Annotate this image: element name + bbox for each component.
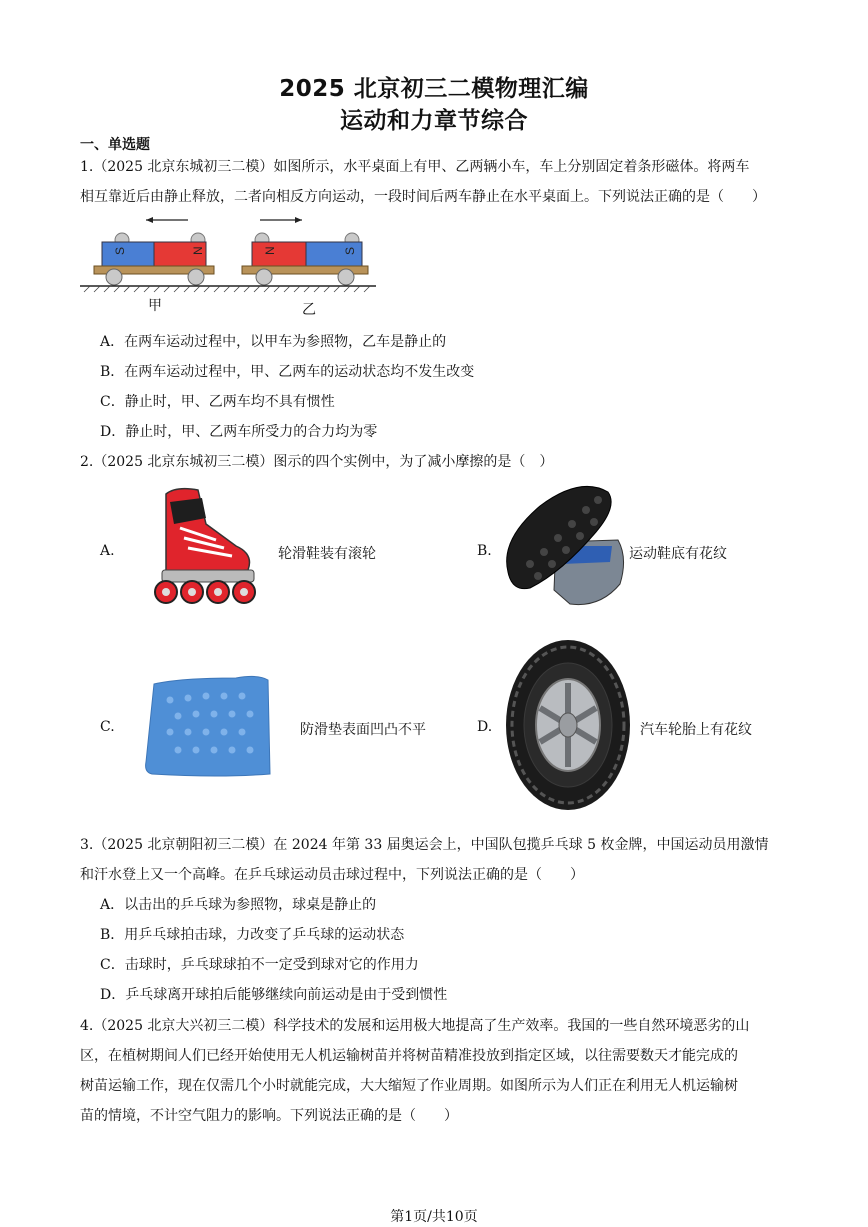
q4-stem-line1: 4.（2025 北京大兴初三二模）科学技术的发展和运用极大地提高了生产效率。我国的一些自然环境恶劣的山 [80, 1018, 750, 1034]
doc-title-line1: 2025 北京初三二模物理汇编 [279, 76, 589, 102]
sneaker-sole-icon [500, 480, 628, 610]
q2-stem: 2.（2025 北京东城初三二模）图示的四个实例中，为了减小摩擦的是（ ） [80, 454, 554, 470]
q1-option-b: B．在两车运动过程中，甲、乙两车的运动状态均不发生改变 [100, 364, 475, 380]
cart-yi [242, 233, 368, 285]
cart-jia-label: 甲 [148, 298, 162, 314]
q3-option-b: B．用乒乓球拍击球，力改变了乒乓球的运动状态 [100, 927, 405, 943]
q4-stem-line4: 苗的情境，不计空气阻力的影响。下列说法正确的是（ ） [80, 1108, 458, 1124]
car-tire-icon [502, 638, 632, 812]
q1-stem-line1: 1.（2025 北京东城初三二模）如图所示，水平桌面上有甲、乙两辆小车，车上分别固定着条形磁体。将两车 [80, 159, 750, 175]
q2-choice-c-letter: C. [100, 719, 115, 735]
q2-choice-b-caption: 运动鞋底有花纹 [629, 546, 727, 562]
section-title: 一、单选题 [80, 137, 150, 153]
anti-slip-mat-icon [140, 670, 272, 780]
q3-stem-line1: 3.（2025 北京朝阳初三二模）在 2024 年第 33 届奥运会上，中国队包揽乒乓球 5 枚金牌，中国运动员用激情 [80, 837, 769, 853]
q1-stem-line2: 相互靠近后由静止释放，二者向相反方向运动，一段时间后两车静止在水平桌面上。下列说法正确的是（ ） [80, 189, 766, 205]
right-arrow-icon [260, 217, 302, 223]
cart-jia [94, 233, 214, 285]
inline-skate-icon [136, 484, 266, 608]
q2-choice-a-caption: 轮滑鞋装有滚轮 [278, 546, 376, 562]
table-hatch [84, 286, 370, 292]
left-arrow-icon [146, 217, 188, 223]
q2-choice-b-letter: B. [477, 543, 492, 559]
q2-choice-a-letter: A. [100, 543, 115, 559]
cart-yi-label: 乙 [302, 302, 316, 318]
q1-option-a: A．在两车运动过程中，以甲车为参照物，乙车是静止的 [100, 334, 447, 350]
q1-option-c: C．静止时，甲、乙两车均不具有惯性 [100, 394, 335, 410]
pole-n-label-jia: N [191, 246, 205, 255]
pole-s-label-jia: S [113, 246, 127, 255]
q3-option-d: D．乒乓球离开球拍后能够继续向前运动是由于受到惯性 [100, 987, 448, 1003]
q2-choice-c-caption: 防滑垫表面凹凸不平 [300, 722, 426, 738]
q1-magnet-cart-figure [80, 208, 380, 318]
q3-stem-line2: 和汗水登上又一个高峰。在乒乓球运动员击球过程中，下列说法正确的是（ ） [80, 867, 584, 883]
q3-option-c: C．击球时，乒乓球球拍不一定受到球对它的作用力 [100, 957, 419, 973]
q4-stem-line2: 区，在植树期间人们已经开始使用无人机运输树苗并将树苗精准投放到指定区域，以往需要数天才能完成的 [80, 1048, 738, 1064]
doc-title-line2: 运动和力章节综合 [340, 108, 528, 134]
q2-choice-d-letter: D. [477, 719, 493, 735]
page-number: 第1页/共10页 [390, 1209, 478, 1225]
q4-stem-line3: 树苗运输工作，现在仅需几个小时就能完成，大大缩短了作业周期。如图所示为人们正在利用无人机运输树 [80, 1078, 738, 1094]
q1-option-d: D．静止时，甲、乙两车所受力的合力均为零 [100, 424, 378, 440]
q2-choice-d-caption: 汽车轮胎上有花纹 [640, 722, 752, 738]
pole-s-label-yi: S [343, 246, 357, 255]
q3-option-a: A．以击出的乒乓球为参照物，球桌是静止的 [100, 897, 377, 913]
pole-n-label-yi: N [263, 246, 277, 255]
